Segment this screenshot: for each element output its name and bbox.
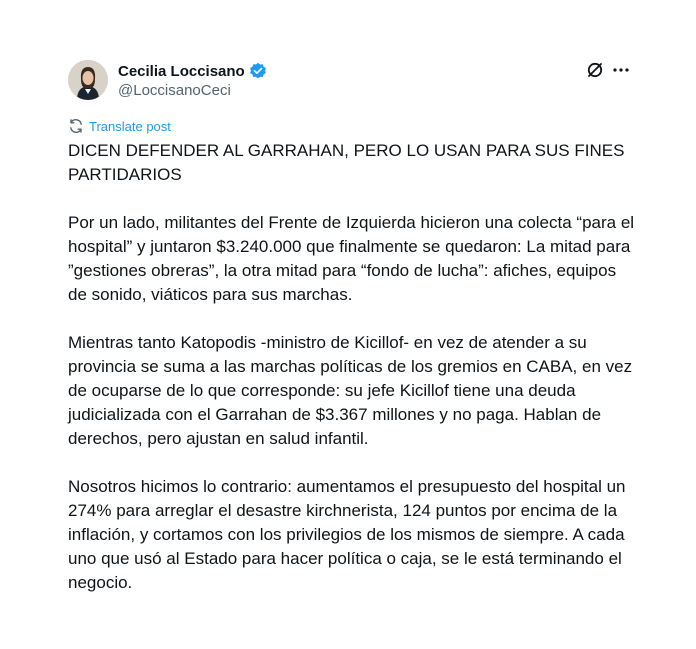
author-handle[interactable]: @LoccisanoCeci: [118, 82, 231, 99]
post-text: [68, 139, 638, 619]
translate-post-label: Translate post: [89, 118, 171, 134]
translate-icon: [68, 118, 84, 134]
verified-badge-icon: [249, 62, 267, 80]
post-paragraph: Mientras tanto Katopodis -ministro de Kicillof- en vez de atender a su provincia se suma a las marchas políticas de los gremios en CABA, en vez de ocuparse de lo que corresponde: su jefe Kicillof tiene una deuda judicializada con el Garrahan de $3.367 millones y no paga. Hablan de derechos, pero ajustan en salud infantil.: [68, 333, 633, 448]
post-paragraph: DICEN DEFENDER AL GARRAHAN, PERO LO USAN PARA SUS FINES PARTIDARIOS: [68, 141, 625, 184]
author-name-row: [118, 62, 267, 80]
post-paragraph: Nosotros hicimos lo contrario: aumentamos el presupuesto del hospital un 274% para arreglar el desastre kirchnerista, 124 puntos por encima de la inflación, y cortamos con los privilegios de los mismos de siempre. A cada uno que usó al Estado para hacer política o caja, se le está terminando el negocio.: [68, 477, 626, 592]
author-display-name[interactable]: Cecilia Loccisano: [118, 62, 245, 80]
grok-icon[interactable]: [586, 61, 604, 79]
avatar[interactable]: [68, 60, 108, 100]
post-paragraph: Por un lado, militantes del Frente de Izquierda hicieron una colecta “para el hospital” y juntaron $3.240.000 que finalmente se quedaron: La mitad para ”gestiones obreras”, la otra mitad para “fondo de lucha”: afiches, equipos de sonido, viáticos para sus marchas.: [68, 213, 635, 304]
more-options-icon[interactable]: [612, 62, 630, 78]
translate-post-link[interactable]: [68, 118, 171, 134]
